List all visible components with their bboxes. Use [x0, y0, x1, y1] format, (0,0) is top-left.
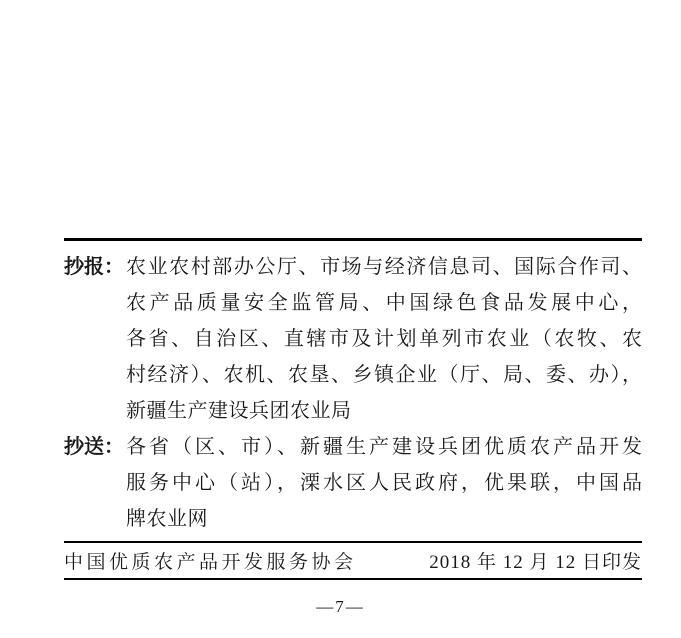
copy-send-line: 各省（区、市）、新疆生产建设兵团优质农产品开发 — [126, 436, 642, 458]
distribution-section — [64, 249, 642, 537]
copy-send-line: 牌农业网 — [126, 508, 208, 530]
copy-send-body — [126, 429, 642, 537]
separator-rule-thick — [64, 238, 642, 241]
copy-report-entry — [64, 249, 642, 429]
copy-report-label: 抄报： — [64, 256, 124, 278]
copy-send-label: 抄送： — [64, 436, 124, 458]
copy-report-line: 新疆生产建设兵团农业局 — [126, 400, 352, 422]
copy-report-line: 农业农村部办公厅、市场与经济信息司、国际合作司、 — [126, 256, 642, 278]
copy-report-body — [126, 249, 642, 429]
footer-row — [64, 543, 642, 578]
copy-send-entry — [64, 429, 642, 537]
copy-report-line: 村经济）、农机、农垦、乡镇企业（厅、局、委、办）， — [126, 364, 642, 386]
page-number: —7— — [316, 597, 365, 616]
footer-issuer: 中国优质农产品开发服务协会 — [64, 552, 357, 573]
copy-report-line: 各省、自治区、直辖市及计划单列市农业（农牧、农 — [126, 328, 642, 350]
footer-rule-bottom — [64, 578, 642, 580]
copy-send-line: 服务中心（站），溧水区人民政府，优果联，中国品 — [126, 472, 642, 494]
footer-print-date: 2018 年 12 月 12 日印发 — [429, 552, 642, 573]
copy-report-line: 农产品质量安全监管局、中国绿色食品发展中心， — [126, 292, 642, 314]
